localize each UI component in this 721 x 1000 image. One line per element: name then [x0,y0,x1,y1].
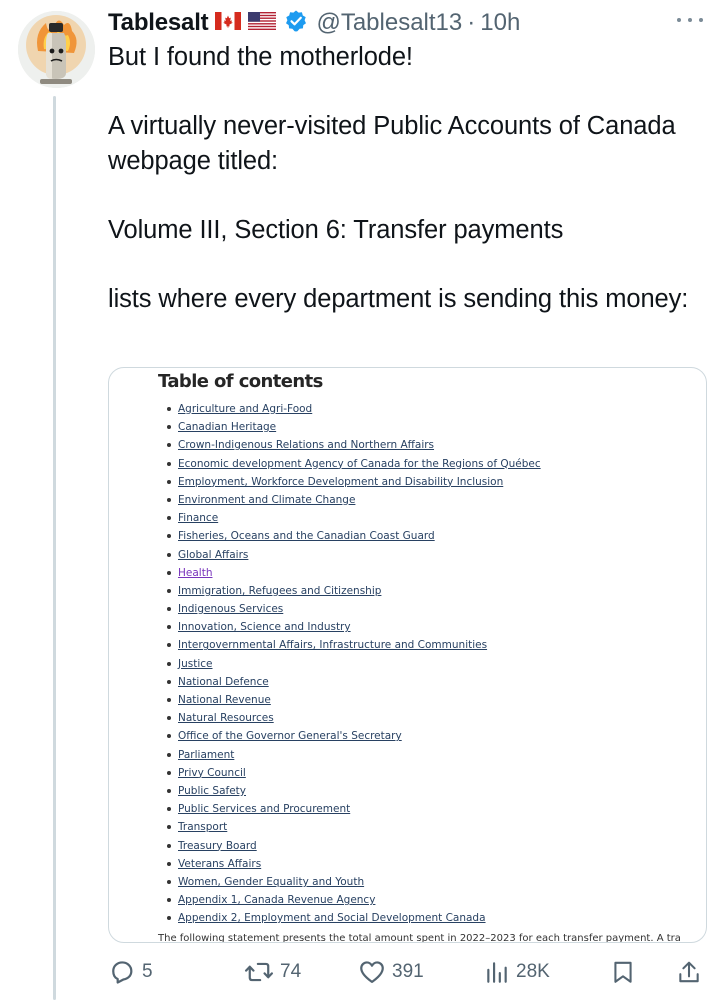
views-chart-icon [484,958,510,986]
toc-list-item [178,527,541,545]
toc-link[interactable]: Finance [178,512,219,525]
reply-button[interactable] [108,955,153,989]
action-bar [108,955,704,989]
toc-link[interactable]: Agriculture and Agri-Food [178,403,313,415]
heart-icon [358,958,386,986]
toc-link[interactable]: Treasury Board [178,839,257,852]
toc-list-item [178,491,541,509]
repost-count: 74 [280,961,302,982]
toc-list-item [178,764,541,782]
toc-link[interactable]: Employment, Workforce Development and Disability Inclusion [178,475,504,488]
toc-heading: Table of contents [158,371,323,392]
toc-link[interactable]: Intergovernmental Affairs, Infrastructure and Communities [178,639,488,652]
toc-list-item [178,837,541,855]
toc-link[interactable]: Privy Council [178,766,246,779]
thread-line [53,96,56,1000]
toc-list-item [178,891,541,909]
toc-list-item [178,800,541,818]
toc-list-item [178,436,541,454]
share-button[interactable] [676,955,702,989]
toc-list-item [178,855,541,873]
timestamp[interactable]: 10h [480,9,521,36]
tweet-header [108,6,701,40]
toc-list-item [178,909,541,927]
toc-link[interactable]: Immigration, Refugees and Citizenship [178,584,382,597]
toc-list-item [178,655,541,673]
toc-link[interactable]: Crown-Indigenous Relations and Northern Affairs [178,439,435,452]
views-count: 28K [516,961,550,982]
toc-list-item [178,673,541,691]
toc-link[interactable]: Veterans Affairs [178,857,262,870]
toc-list-item [178,473,541,491]
more-dots-icon[interactable] [677,13,703,27]
handle[interactable]: @Tablesalt13 [316,9,463,36]
toc-link[interactable]: Health [178,566,213,579]
toc-list [178,400,541,927]
toc-list-item [178,636,541,654]
views-button[interactable] [484,955,550,989]
toc-link[interactable]: Office of the Governor General's Secretary [178,730,402,743]
toc-list-item [178,873,541,891]
toc-list-item [178,782,541,800]
tweet-text: But I found the motherlode! A virtually never-visited Public Accounts of Canada webpage titled: Volume III, Section 6: Transfer payments lists where every department is sending this money: [108,43,689,313]
toc-list-item [178,727,541,745]
toc-list-item [178,582,541,600]
like-button[interactable] [358,955,424,989]
like-count: 391 [392,961,424,982]
toc-list-item [178,546,541,564]
toc-list-item [178,691,541,709]
toc-link[interactable]: Global Affairs [178,548,249,561]
toc-link[interactable]: Justice [178,657,213,670]
toc-link[interactable]: Public Services and Procurement [178,803,351,816]
toc-link[interactable]: Public Safety [178,784,246,797]
usa-flag-icon [248,12,276,35]
toc-link[interactable]: Innovation, Science and Industry [178,621,351,634]
toc-list-item [178,509,541,527]
toc-list-item [178,600,541,618]
toc-link[interactable]: Appendix 1, Canada Revenue Agency [178,894,376,907]
toc-list-item [178,618,541,636]
canada-flag-icon [215,12,241,35]
toc-link[interactable]: Fisheries, Oceans and the Canadian Coast Guard [178,530,435,543]
toc-list-item [178,455,541,473]
toc-link[interactable]: Indigenous Services [178,603,284,616]
media-footer-text: The following statement presents the total amount spent in 2022–2023 for each transfer payment. A tra [158,933,681,943]
toc-link[interactable]: Women, Gender Equality and Youth [178,875,365,888]
separator-dot: · [467,9,476,36]
reply-icon [108,958,136,986]
toc-list-item [178,746,541,764]
display-name[interactable]: Tablesalt [108,9,209,36]
bookmark-button[interactable] [610,955,636,989]
toc-link[interactable]: Parliament [178,748,235,761]
toc-link[interactable]: Economic development Agency of Canada for the Regions of Québec [178,457,541,470]
toc-link[interactable]: National Revenue [178,694,271,706]
toc-link[interactable]: Transport [178,821,228,834]
share-icon [676,958,702,986]
salt-shaker-avatar-icon [18,11,95,88]
toc-list-item [178,418,541,436]
verified-badge-icon[interactable] [284,9,308,38]
toc-link[interactable]: National Defence [178,675,269,688]
bookmark-icon [610,958,636,986]
toc-link[interactable]: Environment and Climate Change [178,493,356,506]
toc-list-item [178,564,541,582]
repost-icon [244,958,274,986]
reply-count: 5 [142,961,153,982]
toc-link[interactable]: Canadian Heritage [178,421,277,434]
toc-list-item [178,818,541,836]
toc-link[interactable]: Natural Resources [178,712,274,725]
tweet-media-image[interactable] [108,367,707,943]
repost-button[interactable] [244,955,301,989]
toc-list-item [178,709,541,727]
toc-link[interactable]: Appendix 2, Employment and Social Development Canada [178,912,486,925]
avatar[interactable] [18,11,95,88]
toc-list-item [178,400,541,418]
